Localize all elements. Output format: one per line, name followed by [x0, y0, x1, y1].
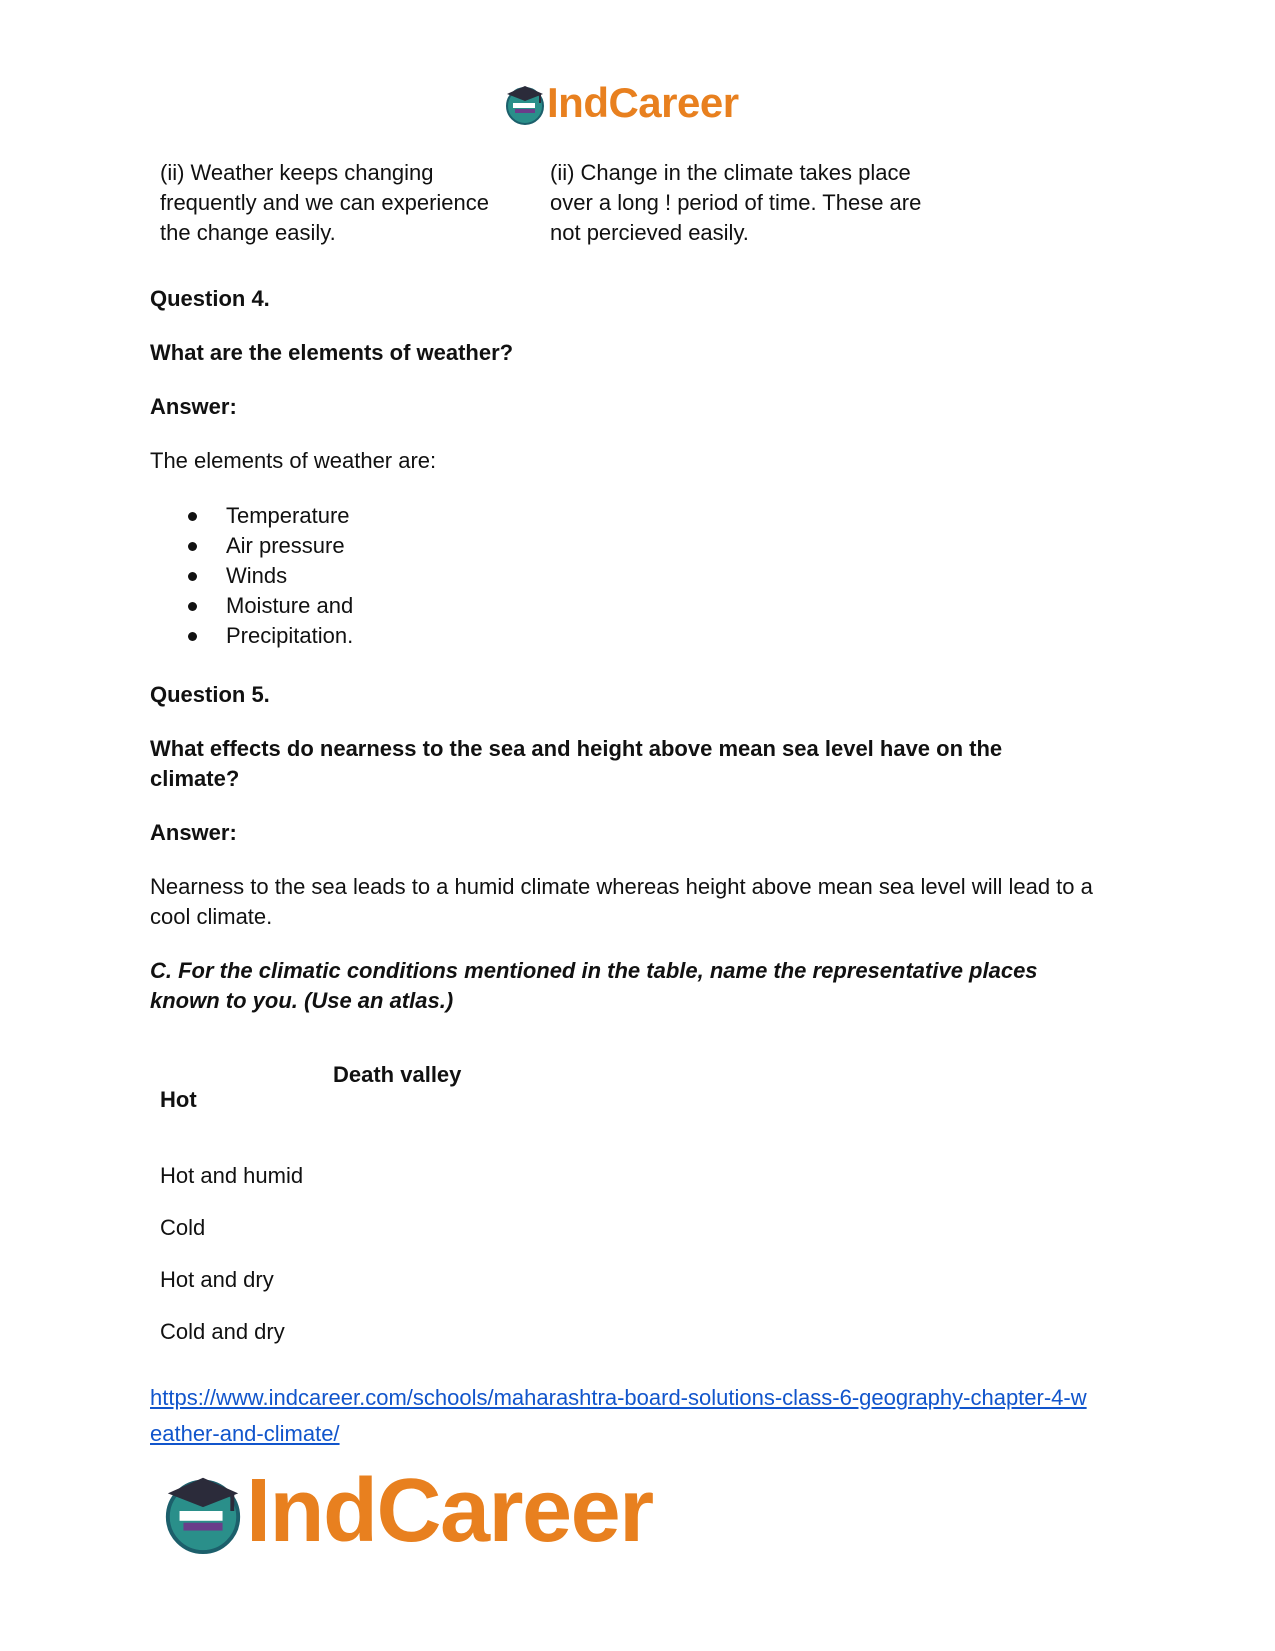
climate-row-cold-dry: Cold and dry: [160, 1319, 285, 1344]
bullet-icon: [188, 602, 197, 611]
globe-graduation-cap-icon: [160, 1468, 246, 1554]
list-item: Winds: [150, 561, 353, 591]
bullet-icon: [188, 632, 197, 641]
logo-text: IndCareer: [547, 79, 739, 126]
bullet-icon: [188, 512, 197, 521]
list-item: Air pressure: [150, 531, 353, 561]
source-link-line-1[interactable]: https://www.indcareer.com/schools/maharashtra-board-solutions-class-6-geography-chapter-4-w: [150, 1385, 1087, 1410]
climate-point: (ii) Change in the climate takes place over a long ! period of time. These are not percieved easily.: [550, 160, 922, 245]
table-place-death-valley: Death valley: [333, 1062, 462, 1087]
climate-row-hot-dry: Hot and dry: [160, 1267, 274, 1292]
bullet-icon: [188, 542, 197, 551]
climate-row-hot: Hot: [160, 1087, 197, 1112]
question-5-text: What effects do nearness to the sea and height above mean sea level have on the climate?: [150, 736, 1003, 791]
list-item: Precipitation.: [150, 621, 353, 651]
list-item: Moisture and: [150, 591, 353, 621]
logo-text: IndCareer: [246, 1461, 653, 1561]
globe-graduation-cap-icon: [503, 81, 547, 125]
answer-4-intro: The elements of weather are:: [150, 448, 437, 473]
answer-4-label: Answer:: [150, 394, 237, 419]
question-4-number: Question 4.: [150, 286, 270, 311]
question-5-number: Question 5.: [150, 682, 270, 707]
climate-row-cold: Cold: [160, 1215, 206, 1240]
source-link-line-2[interactable]: eather-and-climate/: [150, 1421, 340, 1446]
source-link[interactable]: [150, 1380, 1087, 1452]
question-4-text: What are the elements of weather?: [150, 340, 514, 365]
climate-row-hot-humid: Hot and humid: [160, 1163, 304, 1188]
footer-logo: [160, 1461, 653, 1561]
header-logo: [503, 80, 739, 126]
list-item: Temperature: [150, 501, 353, 531]
answer-5-text: Nearness to the sea leads to a humid climate whereas height above mean sea level will lead to a cool climate.: [150, 874, 1093, 929]
section-c-instruction: C. For the climatic conditions mentioned in the table, name the representative places known to you. (Use an atlas.): [150, 958, 1038, 1013]
weather-point: (ii) Weather keeps changing frequently and we can experience the change easily.: [160, 160, 489, 245]
answer-5-label: Answer:: [150, 820, 237, 845]
bullet-icon: [188, 572, 197, 581]
weather-elements-list: [150, 501, 353, 651]
